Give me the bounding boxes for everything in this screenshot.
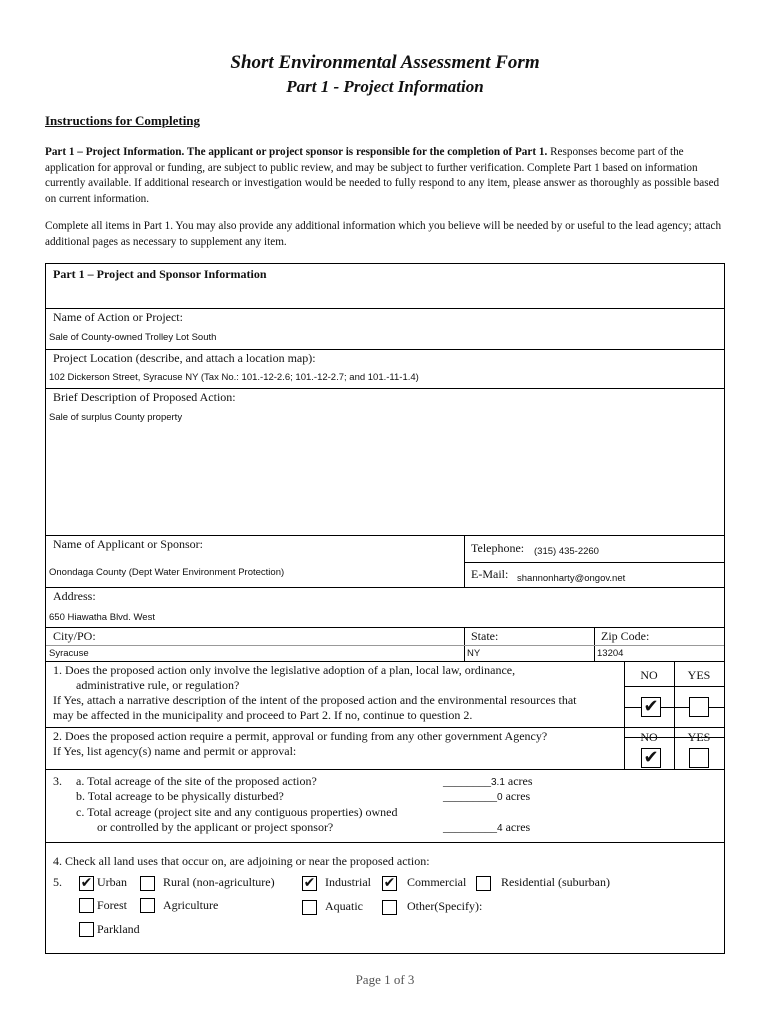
instructions-paragraph-1-text: Responses become part of the application for approval or funding, are subject to public review, and may be subject to further verification. Complete Part 1 based on information currently available. If additional research or investigation would be needed to fully respond to any item, please answer as thoroughly as possible based on current information. xyxy=(45,146,720,205)
q3a-text: a. Total acreage of the site of the proposed action? xyxy=(76,774,317,788)
q2-no-checkbox[interactable] xyxy=(641,748,661,768)
check-icon: ✔ xyxy=(303,875,316,891)
q3a-value-field[interactable]: 3.1 xyxy=(491,777,505,788)
q3a-answer xyxy=(443,774,533,789)
check-icon: ✔ xyxy=(383,875,396,891)
location-field[interactable]: 102 Dickerson Street, Syracuse NY (Tax No.: 101.-12-2.6; 101.-12-2.7; and 101.-11-1.4) xyxy=(49,372,419,383)
applicant-label: Name of Applicant or Sponsor: xyxy=(53,537,203,551)
q1-no-header: NO xyxy=(640,668,658,682)
state-field[interactable]: NY xyxy=(467,648,481,659)
q3b-acres: acres xyxy=(505,789,531,803)
email-label: E-Mail: xyxy=(471,567,509,581)
industrial-label: Industrial xyxy=(325,875,371,889)
q1-line1: 1. Does the proposed action only involve the legislative adoption of a plan, local law, ordinance, xyxy=(53,663,516,677)
q4-text: 4. Check all land uses that occur on, are adjoining or near the proposed action: xyxy=(53,854,430,868)
check-icon: ✔ xyxy=(643,747,659,768)
q3a-blank: ________ xyxy=(443,774,491,788)
location-label: Project Location (describe, and attach a location map): xyxy=(53,351,316,365)
address-field[interactable]: 650 Hiawatha Blvd. West xyxy=(49,612,155,623)
forest-checkbox[interactable] xyxy=(79,898,94,913)
residential-checkbox[interactable] xyxy=(476,876,491,891)
q2-yes-checkbox[interactable] xyxy=(689,748,709,768)
applicant-field[interactable]: Onondaga County (Dept Water Environment Protection) xyxy=(49,567,285,578)
zip-field[interactable]: 13204 xyxy=(597,648,624,659)
agriculture-checkbox[interactable] xyxy=(140,898,155,913)
telephone-field[interactable]: (315) 435-2260 xyxy=(534,546,599,557)
q1-line3: If Yes, attach a narrative description of the intent of the proposed action and the environmental resources that xyxy=(53,693,577,707)
q1-yes-header: YES xyxy=(687,668,711,682)
q3b-answer xyxy=(443,789,530,804)
agriculture-label: Agriculture xyxy=(163,898,219,912)
form-title: Short Environmental Assessment Form xyxy=(230,52,540,73)
q1-no-checkbox[interactable] xyxy=(641,697,661,717)
q3a-acres: acres xyxy=(507,774,533,788)
q3c-text-2: or controlled by the applicant or project sponsor? xyxy=(97,820,334,834)
q3c-answer xyxy=(443,820,530,835)
other-label: Other(Specify): xyxy=(407,899,483,913)
q3c-acres: acres xyxy=(505,820,531,834)
instructions-heading: Instructions for Completing xyxy=(45,113,201,128)
q5-number: 5. xyxy=(53,875,62,889)
parkland-checkbox[interactable] xyxy=(79,922,94,937)
urban-label: Urban xyxy=(97,875,127,889)
q2-no-header: NO xyxy=(640,730,658,744)
q3c-blank: _________ xyxy=(443,820,497,834)
rural-label: Rural (non-agriculture) xyxy=(163,875,275,889)
q3c-value-field[interactable]: 4 xyxy=(497,823,503,834)
urban-checkbox[interactable] xyxy=(79,876,94,891)
residential-label: Residential (suburban) xyxy=(501,875,610,889)
project-information-form xyxy=(45,263,725,954)
q2-yes-header: YES xyxy=(687,730,711,744)
section-title: Part 1 – Project and Sponsor Information xyxy=(53,267,267,281)
q1-line2: administrative rule, or regulation? xyxy=(76,678,240,692)
aquatic-checkbox[interactable] xyxy=(302,900,317,915)
q3-number: 3. xyxy=(53,774,62,788)
instructions-paragraph-2: Complete all items in Part 1. You may also provide any additional information which you believe will be needed by or useful to the lead agency; attach additional pages as necessary to supplement any item. xyxy=(45,220,722,248)
check-icon: ✔ xyxy=(643,696,659,717)
description-label: Brief Description of Proposed Action: xyxy=(53,390,236,404)
q2-line1: 2. Does the proposed action require a permit, approval or funding from any other government Agency? xyxy=(53,729,548,743)
parkland-label: Parkland xyxy=(97,922,140,936)
rural-checkbox[interactable] xyxy=(140,876,155,891)
q3c-text-1: c. Total acreage (project site and any contiguous properties) owned xyxy=(76,805,398,819)
state-label: State: xyxy=(471,629,499,643)
q3b-text: b. Total acreage to be physically disturbed? xyxy=(76,789,284,803)
q2-line2: If Yes, list agency(s) name and permit or approval: xyxy=(53,744,297,758)
industrial-checkbox[interactable] xyxy=(302,876,317,891)
telephone-label: Telephone: xyxy=(471,541,525,555)
q3b-value-field[interactable]: 0 xyxy=(497,792,503,803)
address-label: Address: xyxy=(53,589,96,603)
instructions-paragraph-1-bold: Part 1 – Project Information. The applicant or project sponsor is responsible for the completion of Part 1. xyxy=(45,146,548,158)
other-checkbox[interactable] xyxy=(382,900,397,915)
q1-line4: may be affected in the municipality and proceed to Part 2. If no, continue to question 2. xyxy=(53,708,473,722)
check-icon: ✔ xyxy=(80,875,93,891)
commercial-label: Commercial xyxy=(407,875,467,889)
name-action-label: Name of Action or Project: xyxy=(53,310,183,324)
q3b-blank: _________ xyxy=(443,789,497,803)
forest-label: Forest xyxy=(97,898,127,912)
form-subtitle: Part 1 - Project Information xyxy=(286,77,484,96)
commercial-checkbox[interactable] xyxy=(382,876,397,891)
description-field[interactable]: Sale of surplus County property xyxy=(49,412,183,423)
zip-label: Zip Code: xyxy=(601,629,650,643)
q1-yes-checkbox[interactable] xyxy=(689,697,709,717)
page-footer: Page 1 of 3 xyxy=(355,972,415,987)
email-field[interactable]: shannonharty@ongov.net xyxy=(517,573,626,584)
city-label: City/PO: xyxy=(53,629,96,643)
city-field[interactable]: Syracuse xyxy=(49,648,89,659)
instructions-paragraph-1 xyxy=(45,145,725,207)
aquatic-label: Aquatic xyxy=(325,899,363,913)
name-action-field[interactable]: Sale of County-owned Trolley Lot South xyxy=(49,332,217,343)
